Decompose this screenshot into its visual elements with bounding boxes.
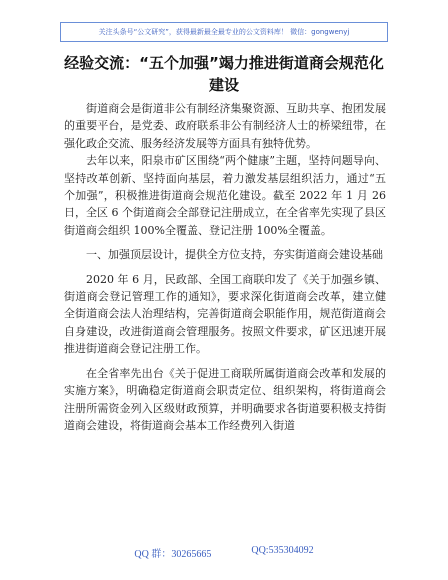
- paragraph: 街道商会是街道非公有制经济集聚资源、互助共享、抱团发展的重要平台，是党委、政府联系非公有制经济人士的桥梁纽带，在强化政企交流、服务经济发展等方面具有独特优势。: [64, 102, 386, 150]
- paragraph: 2020 年 6 月，民政部、全国工商联印发了《关于加强乡镇、街道商会登记管理工作的通知》，要求深化街道商会改革，建立健全街道商会法人治理结构，完善街道商会职能作用，规范街道商会自身建设，改进街道商会管理服务。按照文件要求，矿区迅速开展推进街道商会登记注册工作。: [64, 272, 386, 356]
- footer-qq: QQ:535304092: [251, 545, 314, 556]
- footer-qq-group: QQ 群：30265665: [134, 549, 212, 560]
- document-title: 经验交流：“五个加强”竭力推进街道商会规范化建设: [64, 54, 384, 94]
- document-body: [64, 100, 386, 434]
- footer: [0, 545, 448, 560]
- paragraph: 去年以来，阳泉市矿区围绕“两个健康”主题，坚持问题导向、坚持改革创新、坚持面向基层，着力激发基层组织活力，通过“五个加强”，积极推进街道商会规范化建设。截至 2022 年 1 月 26 日，全区 6 个街道商会全部登记注册成立，在全省率先实现了县区街道商会组织 100%全覆盖、登记注册 100%全覆盖。: [64, 154, 386, 237]
- section-heading: 一、加强顶层设计，提供全方位支持，夯实街道商会建设基础: [86, 248, 383, 262]
- header-banner: 关注头条号“公文研究”，获得最新最全最专业的公文资料库！ 微信：gongwenyj: [60, 22, 388, 42]
- paragraph: 在全省率先出台《关于促进工商联所属街道商会改革和发展的实施方案》，明确稳定街道商会职责定位、组织架构，将街道商会注册所需资金列入区级财政预算，并明确要求各街道要积极支持街道商会建设，将街道商会基本工作经费列入街道: [64, 366, 386, 432]
